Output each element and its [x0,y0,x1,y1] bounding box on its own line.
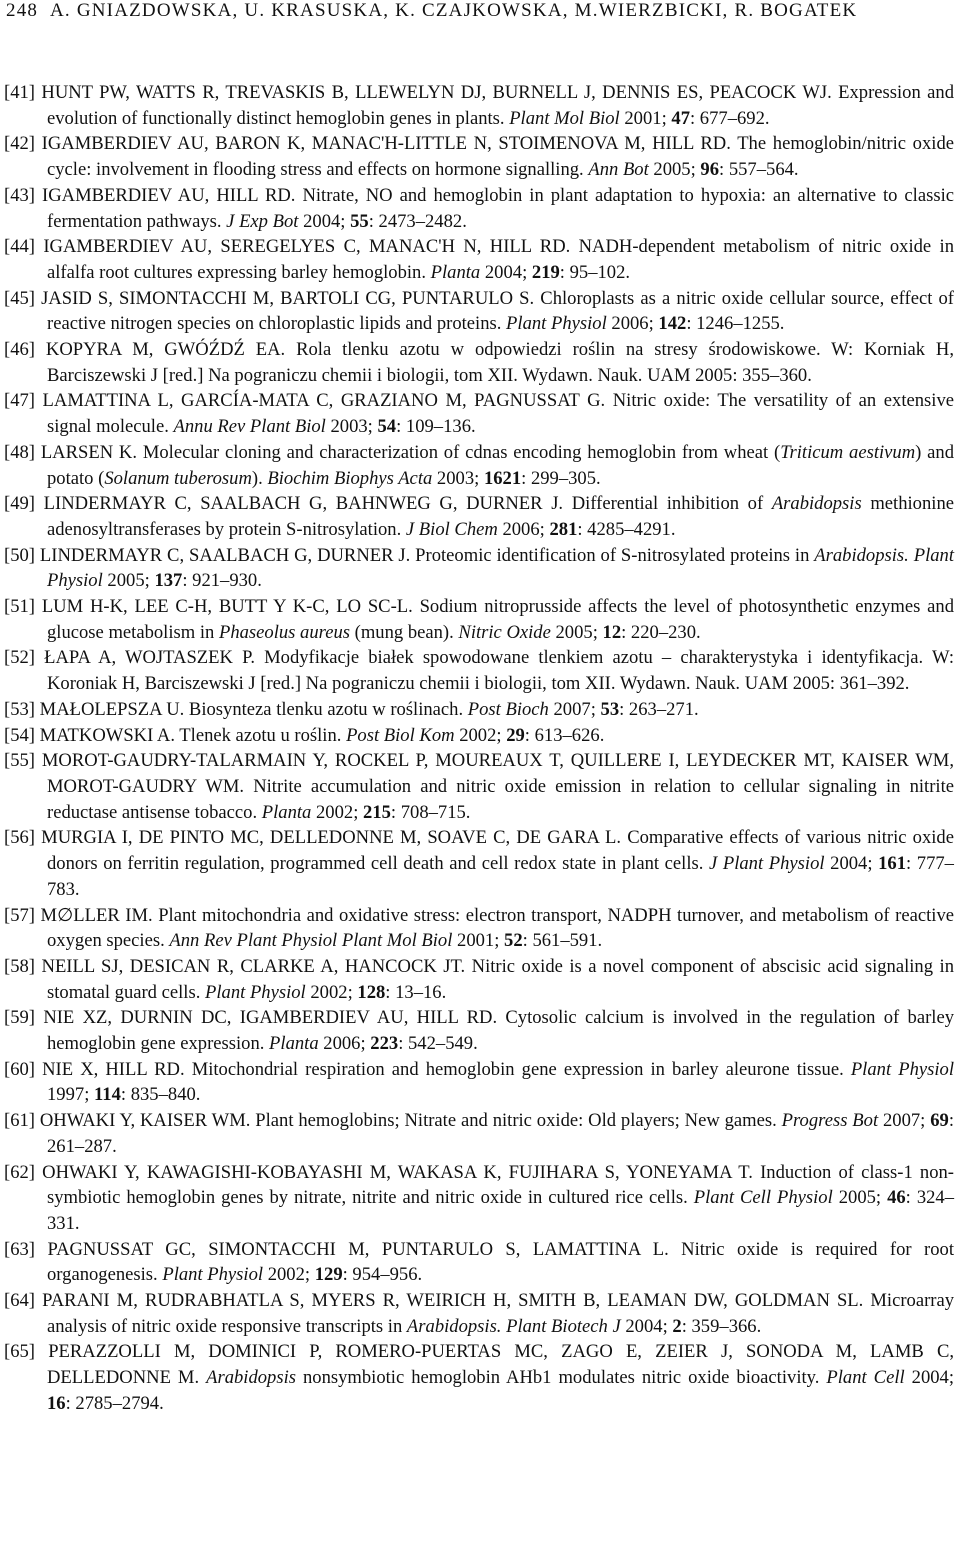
reference-entry [4,286,954,337]
reference-text: ) and potato ( [47,441,954,489]
reference-text: LINDERMAYR C, SAALBACH G, BAHNWEG G, DURNER J. Differential inhibition of [43,493,772,515]
reference-text: 2004; [824,853,879,875]
reference-number: [ 62 ] [4,1162,35,1183]
reference-italic-text: Plant Physiol [506,313,607,335]
reference-volume: 2 [672,1315,682,1337]
reference-text: : 4285–4291. [577,518,676,540]
reference-volume: 96 [700,159,720,181]
reference-italic-text: J Plant Physiol [709,853,825,875]
reference-number: [ 44 ] [4,236,35,257]
reference-italic-text: Plant Physiol [162,1264,264,1286]
reference-number: [ 52 ] [4,647,35,668]
reference-entry [4,491,954,542]
reference-entry [4,1005,954,1056]
reference-italic-text: Planta [261,801,312,823]
reference-italic-text: Plant Physiol [205,981,306,1003]
reference-number: [ 56 ] [4,827,35,848]
reference-text: : 324–331. [47,1187,955,1234]
reference-entry [4,1288,954,1339]
reference-volume: 47 [671,107,690,129]
reference-italic-text: Arabidopsis. [406,1315,502,1337]
reference-text: NEILL SJ, DESICAN R, CLARKE A, HANCOCK JT. Nitric oxide is a novel component of abscisic acid signaling in stomatal guard cells. [41,955,954,1003]
reference-text: 2005; [648,159,701,181]
reference-number: [ 57 ] [4,905,35,926]
reference-entry [4,337,954,388]
reference-italic-text: Plant Cell [826,1367,905,1389]
page-number: 248 [6,0,39,21]
reference-text: 2001; [619,107,672,129]
reference-italic-text: Annu Rev Plant Biol [173,416,326,438]
reference-text: LINDERMAYR C, SAALBACH G, DURNER J. Proteomic identification of S-nitrosylated proteins in [39,544,815,566]
reference-italic-text: J Exp Bot [226,210,299,232]
running-header-authors: A. GNIAZDOWSKA, U. KRASUSKA, K. CZAJKOWSKA, M.WIERZBICKI, R. BOGATEK [50,0,858,21]
reference-italic-text: Post Bioch [467,698,549,720]
reference-text: ŁAPA A, WOJTASZEK P. Modyfikacje białek spowodowane tlenkiem azotu – charakterystyka i identyfikacja. W: Koroniak H, Barciszewski J [red.] Na pograniczu chemii i biologii, tom XII. Wydawn. Nauk. UAM 2005: 361–392. [44,647,955,695]
reference-italic-text: Solanum tuberosum [104,467,252,489]
reference-text: 2006; [497,518,550,540]
reference-volume: 281 [549,518,578,540]
reference-volume: 1621 [483,467,522,489]
reference-number: [ 63 ] [4,1239,35,1260]
reference-volume: 69 [930,1110,949,1132]
reference-number: [ 43 ] [4,185,35,206]
reference-text: (mung bean). [349,621,459,643]
reference-entry [4,234,954,285]
reference-entry [4,1339,954,1416]
reference-text: IGAMBERDIEV AU, SEREGELYES C, MANAC'H N, HILL RD. NADH-dependent metabolism of nitric oxide in alfalfa root cultures expressing barley hemoglobin. [43,236,954,283]
reference-italic-text: Triticum aestivum [780,441,916,463]
reference-text: 2006; [606,313,659,335]
reference-text: : 708–715. [390,801,471,823]
reference-italic-text: J Biol Chem [405,518,498,540]
reference-text: OHWAKI Y, KAWAGISHI-KOBAYASHI M, WAKASA K, FUJIHARA S, YONEYAMA T. Induction of class-1 non-symbiotic hemoglobin genes by nitrate, nitrite and nitric oxide in cultured rice cells. [42,1161,954,1209]
reference-text: : 299–305. [521,467,601,489]
reference-italic-text: Phaseolus aureus [218,621,350,643]
reference-text: nonsymbiotic hemoglobin AHb1 modulates nitric oxide bioactivity. [296,1367,827,1389]
reference-text: 2005; [102,570,155,592]
reference-entry [4,954,954,1005]
reference-text: : 542–549. [398,1033,478,1055]
reference-text: : 1246–1255. [686,313,785,335]
reference-italic-text: Ann Bot [588,159,649,181]
reference-volume: 46 [887,1187,906,1209]
reference-italic-text: Plant Mol Biol [509,107,620,129]
reference-italic-text: Plant Biotech J [506,1315,621,1337]
reference-text: : 2785–2794. [65,1392,164,1414]
reference-text: 2002; [311,801,364,823]
reference-volume: 16 [47,1392,66,1414]
reference-text: 2007; [548,698,601,720]
reference-text: 2004; [480,261,532,283]
reference-text: IGAMBERDIEV AU, HILL RD. Nitrate, NO and hemoglobin in plant adaptation to hypoxia: an alternative to classic fermentation pathways. [42,184,954,232]
reference-text: LAMATTINA L, GARCÍA-MATA C, GRAZIANO M, PAGNUSSAT G. Nitric oxide: The versatility of an extensive signal molecule. [42,390,954,438]
reference-text: LUM H-K, LEE C-H, BUTT Y K-C, LO SC-L. Sodium nitroprusside affects the level of photosynthetic enzymes and glucose metabolism in [41,596,954,643]
reference-volume: 55 [350,210,369,232]
reference-text: IGAMBERDIEV AU, BARON K, MANAC'H-LITTLE N, STOIMENOVA M, HILL RD. The hemoglobin/nitric oxide cycle: involvement in flooding stress and effects on hormone signalling. [41,133,954,181]
running-header [6,0,956,22]
reference-text: : 835–840. [120,1084,201,1106]
reference-entry [4,1160,954,1237]
reference-entry [4,1237,954,1288]
reference-italic-text: Arabidopsis. [814,544,909,566]
reference-number: [ 51 ] [4,596,35,617]
reference-text: : 613–626. [524,724,605,746]
reference-text: : 677–692. [689,107,770,129]
reference-number: [ 47 ] [4,390,35,411]
reference-text: NIE X, HILL RD. Mitochondrial respiration and hemoglobin gene expression in barley aleurone tissue. [42,1058,851,1080]
reference-text: : 921–930. [182,570,262,592]
reference-number: [ 49 ] [4,493,35,514]
reference-text: M∅LLER IM. Plant mitochondria and oxidative stress: electron transport, NADPH turnover, and metabolism of reactive oxygen species. [40,904,954,952]
reference-list [4,80,954,1417]
reference-entry [4,80,954,131]
reference-text: 2003; [432,467,484,489]
reference-text: : 95–102. [559,261,631,283]
reference-text: PAGNUSSAT GC, SIMONTACCHI M, PUNTARULO S, LAMATTINA L. Nitric oxide is required for root organogenesis. [47,1238,954,1286]
reference-text: MATKOWSKI A. Tlenek azotu u roślin. [39,724,347,746]
reference-number: [ 41 ] [4,82,35,103]
reference-italic-text: Post Biol Kom [346,724,455,746]
reference-volume: 54 [377,416,397,438]
reference-number: [ 59 ] [4,1007,35,1028]
reference-entry [4,903,954,954]
reference-number: [ 46 ] [4,339,35,360]
reference-text: 2005; [550,621,603,643]
reference-text: 1997; [47,1084,95,1106]
reference-text: ). [251,467,268,489]
reference-text: MAŁOLEPSZA U. Biosynteza tlenku azotu w roślinach. [39,698,468,720]
reference-volume: 52 [504,930,523,952]
reference-italic-text: Plant Physiol [47,544,955,592]
reference-text: 2007; [878,1110,931,1132]
reference-text: 2002; [263,1264,315,1286]
reference-text: LARSEN K. Molecular cloning and characterization of cdnas encoding hemoglobin from wheat ( [40,441,781,463]
reference-volume: 114 [94,1084,121,1106]
reference-italic-text: Plant Physiol [850,1058,954,1080]
reference-entry [4,697,954,723]
reference-text: OHWAKI Y, KAISER WM. Plant hemoglobins; Nitrate and nitric oxide: Old players; New games. [39,1110,782,1132]
reference-text: : 954–956. [342,1264,423,1286]
reference-entry [4,543,954,594]
reference-text: : 561–591. [522,930,603,952]
reference-volume: 161 [878,853,907,875]
reference-entry [4,748,954,825]
reference-text: : 777–783. [47,853,954,900]
reference-number: [ 58 ] [4,956,35,977]
reference-entry [4,388,954,439]
reference-entry [4,183,954,234]
reference-text: MOROT-GAUDRY-TALARMAIN Y, ROCKEL P, MOUREAUX T, QUILLERE I, LEYDECKER MT, KAISER WM, MOROT-GAUDRY WM. Nitrite accumulation and nitric oxide emission in relation to cellular signaling in nitrite reductase antisense tobacco. [41,750,954,823]
reference-number: [ 53 ] [4,699,35,720]
reference-volume: 142 [658,313,687,335]
reference-number: [ 65 ] [4,1341,35,1362]
reference-entry [4,440,954,491]
reference-italic-text: Planta [269,1033,319,1055]
reference-text: 2004; [904,1367,955,1389]
reference-volume: 29 [506,724,525,746]
reference-italic-text: Progress Bot [781,1110,879,1132]
reference-volume: 53 [600,698,620,720]
reference-volume: 12 [602,621,622,643]
reference-text: : 359–366. [681,1315,762,1337]
reference-text: 2001; [452,930,505,952]
reference-italic-text: Biochim Biophys Acta [267,467,433,489]
reference-number: [ 54 ] [4,725,35,746]
reference-number: [ 61 ] [4,1110,35,1131]
reference-number: [ 45 ] [4,288,35,309]
reference-italic-text: Nitric Oxide [458,621,551,643]
reference-italic-text: Planta [430,261,481,283]
reference-text: HUNT PW, WATTS R, TREVASKIS B, LLEWELYN DJ, BURNELL J, DENNIS ES, PEACOCK WJ. Expression and evolution of functionally distinct hemoglobin genes in plants. [41,82,954,129]
reference-number: [ 50 ] [4,545,35,566]
reference-text: NIE XZ, DURNIN DC, IGAMBERDIEV AU, HILL RD. Cytosolic calcium is involved in the regulation of barley hemoglobin gene expression. [43,1007,954,1055]
reference-text: KOPYRA M, GWÓŹDŹ EA. Rola tlenku azotu w odpowiedzi roślin na stresy środowiskowe. W: Korniak H, Barciszewski J [red.] Na pograniczu chemii i biologii, tom XII. Wydawn. Nauk. UAM 2005: 355–360. [45,339,954,386]
reference-volume: 129 [314,1264,343,1286]
reference-text: 2004; [298,210,351,232]
reference-number: [ 60 ] [4,1059,35,1080]
reference-entry [4,723,954,749]
reference-text: : 557–564. [719,159,799,181]
reference-text: PERAZZOLLI M, DOMINICI P, ROMERO-PUERTAS MC, ZAGO E, ZEIER J, SONODA M, LAMB C, DELLEDONNE M. [47,1341,954,1389]
reference-italic-text: Arabidopsis [771,493,862,515]
reference-text: : 261–287. [47,1110,954,1157]
reference-number: [ 42 ] [4,133,35,154]
reference-entry [4,645,954,696]
reference-text: 2006; [318,1033,371,1055]
reference-entry [4,594,954,645]
reference-text: 2005; [832,1187,888,1209]
reference-text: PARANI M, RUDRABHATLA S, MYERS R, WEIRICH H, SMITH B, LEAMAN DW, GOLDMAN SL. Microarray analysis of nitric oxide responsive transcripts in [42,1290,955,1337]
reference-entry [4,131,954,182]
reference-entry [4,1057,954,1108]
reference-text: : 263–271. [619,698,699,720]
reference-volume: 128 [357,981,386,1003]
reference-volume: 215 [363,801,391,823]
reference-text: : 109–136. [396,416,476,438]
reference-entry [4,825,954,902]
reference-italic-text: Arabidopsis [206,1367,296,1389]
reference-entry [4,1108,954,1159]
reference-text: 2004; [620,1315,673,1337]
reference-italic-text: Plant Cell Physiol [693,1187,833,1209]
reference-italic-text: Ann Rev Plant Physiol Plant Mol Biol [169,930,453,952]
reference-text: JASID S, SIMONTACCHI M, BARTOLI CG, PUNTARULO S. Chloroplasts as a nitric oxide cellular source, effect of reactive nitrogen species on chloroplastic lipids and proteins. [41,287,954,335]
reference-text: methionine adenosyltransferases by protein S-nitrosylation. [47,493,954,540]
reference-text: : 220–230. [621,621,701,643]
reference-text: : 13–16. [385,981,447,1003]
reference-number: [ 48 ] [4,442,35,463]
reference-volume: 219 [531,261,560,283]
reference-volume: 137 [154,570,183,592]
reference-text: : 2473–2482. [368,210,467,232]
reference-number: [ 64 ] [4,1290,35,1311]
reference-text: 2002; [454,724,507,746]
reference-text: 2002; [305,981,358,1003]
reference-volume: 223 [370,1033,399,1055]
reference-text: MURGIA I, DE PINTO MC, DELLEDONNE M, SOAVE C, DE GARA L. Comparative effects of various nitric oxide donors on ferritin regulation, programmed cell death and cell redox state in plant cells. [41,827,954,875]
reference-text: 2003; [325,416,378,438]
reference-number: [ 55 ] [4,750,35,771]
